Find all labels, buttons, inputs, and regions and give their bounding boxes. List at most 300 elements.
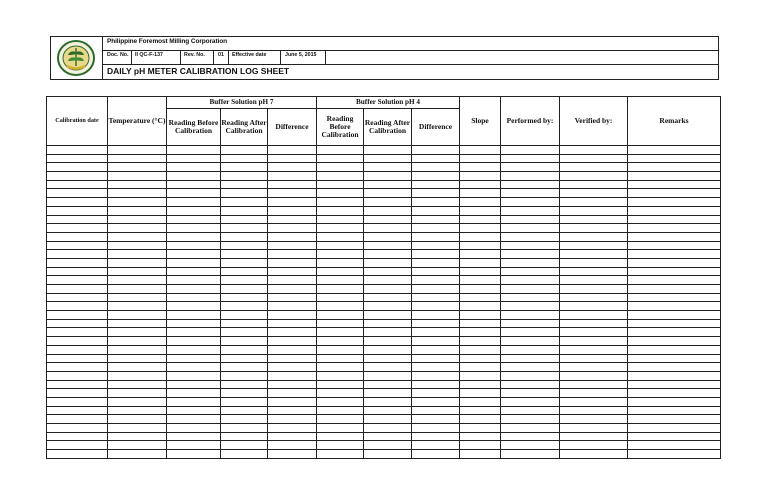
table-cell[interactable] xyxy=(560,337,628,346)
table-cell[interactable] xyxy=(47,276,108,285)
table-cell[interactable] xyxy=(317,302,364,311)
table-cell[interactable] xyxy=(221,406,268,415)
table-cell[interactable] xyxy=(268,415,317,424)
table-cell[interactable] xyxy=(47,189,108,198)
table-cell[interactable] xyxy=(317,276,364,285)
table-cell[interactable] xyxy=(501,354,560,363)
table-cell[interactable] xyxy=(317,172,364,181)
table-cell[interactable] xyxy=(47,397,108,406)
table-cell[interactable] xyxy=(167,337,221,346)
table-cell[interactable] xyxy=(167,371,221,380)
table-cell[interactable] xyxy=(221,285,268,294)
table-cell[interactable] xyxy=(560,154,628,163)
table-cell[interactable] xyxy=(47,302,108,311)
table-cell[interactable] xyxy=(317,146,364,155)
table-cell[interactable] xyxy=(268,363,317,372)
table-cell[interactable] xyxy=(364,206,412,215)
table-cell[interactable] xyxy=(268,337,317,346)
table-cell[interactable] xyxy=(460,189,501,198)
table-cell[interactable] xyxy=(560,189,628,198)
table-cell[interactable] xyxy=(460,424,501,433)
table-cell[interactable] xyxy=(364,293,412,302)
table-cell[interactable] xyxy=(412,206,460,215)
table-cell[interactable] xyxy=(364,424,412,433)
table-cell[interactable] xyxy=(412,380,460,389)
table-cell[interactable] xyxy=(108,172,167,181)
table-cell[interactable] xyxy=(412,354,460,363)
table-cell[interactable] xyxy=(560,250,628,259)
table-cell[interactable] xyxy=(628,450,721,459)
table-cell[interactable] xyxy=(560,415,628,424)
table-cell[interactable] xyxy=(221,450,268,459)
table-cell[interactable] xyxy=(108,267,167,276)
table-cell[interactable] xyxy=(364,241,412,250)
table-cell[interactable] xyxy=(628,328,721,337)
table-cell[interactable] xyxy=(167,206,221,215)
table-cell[interactable] xyxy=(501,337,560,346)
table-cell[interactable] xyxy=(501,328,560,337)
table-cell[interactable] xyxy=(628,406,721,415)
table-cell[interactable] xyxy=(460,406,501,415)
table-cell[interactable] xyxy=(364,302,412,311)
table-cell[interactable] xyxy=(560,380,628,389)
table-cell[interactable] xyxy=(221,258,268,267)
table-cell[interactable] xyxy=(268,432,317,441)
table-cell[interactable] xyxy=(560,163,628,172)
table-cell[interactable] xyxy=(317,258,364,267)
table-cell[interactable] xyxy=(317,450,364,459)
table-cell[interactable] xyxy=(628,319,721,328)
table-cell[interactable] xyxy=(108,424,167,433)
table-cell[interactable] xyxy=(501,206,560,215)
table-cell[interactable] xyxy=(47,241,108,250)
table-cell[interactable] xyxy=(560,232,628,241)
table-cell[interactable] xyxy=(221,163,268,172)
table-cell[interactable] xyxy=(501,198,560,207)
table-cell[interactable] xyxy=(412,311,460,320)
table-cell[interactable] xyxy=(317,397,364,406)
table-cell[interactable] xyxy=(560,293,628,302)
table-cell[interactable] xyxy=(412,285,460,294)
table-cell[interactable] xyxy=(221,267,268,276)
table-cell[interactable] xyxy=(108,250,167,259)
table-cell[interactable] xyxy=(412,415,460,424)
table-cell[interactable] xyxy=(47,206,108,215)
table-cell[interactable] xyxy=(501,432,560,441)
table-cell[interactable] xyxy=(221,302,268,311)
table-cell[interactable] xyxy=(628,371,721,380)
table-cell[interactable] xyxy=(221,241,268,250)
table-cell[interactable] xyxy=(317,206,364,215)
table-cell[interactable] xyxy=(221,389,268,398)
table-cell[interactable] xyxy=(412,389,460,398)
table-cell[interactable] xyxy=(412,180,460,189)
table-cell[interactable] xyxy=(108,163,167,172)
table-cell[interactable] xyxy=(560,276,628,285)
table-cell[interactable] xyxy=(501,232,560,241)
table-cell[interactable] xyxy=(364,146,412,155)
table-cell[interactable] xyxy=(501,293,560,302)
table-cell[interactable] xyxy=(167,319,221,328)
table-cell[interactable] xyxy=(628,172,721,181)
table-cell[interactable] xyxy=(317,267,364,276)
table-cell[interactable] xyxy=(47,345,108,354)
table-cell[interactable] xyxy=(364,267,412,276)
table-cell[interactable] xyxy=(108,215,167,224)
table-cell[interactable] xyxy=(412,224,460,233)
table-cell[interactable] xyxy=(108,258,167,267)
table-cell[interactable] xyxy=(628,389,721,398)
table-cell[interactable] xyxy=(317,293,364,302)
table-cell[interactable] xyxy=(317,319,364,328)
table-cell[interactable] xyxy=(501,302,560,311)
table-cell[interactable] xyxy=(47,328,108,337)
table-cell[interactable] xyxy=(628,345,721,354)
table-cell[interactable] xyxy=(628,354,721,363)
table-cell[interactable] xyxy=(317,363,364,372)
table-cell[interactable] xyxy=(47,163,108,172)
table-cell[interactable] xyxy=(167,198,221,207)
table-cell[interactable] xyxy=(221,345,268,354)
table-cell[interactable] xyxy=(412,371,460,380)
table-cell[interactable] xyxy=(108,328,167,337)
table-cell[interactable] xyxy=(460,163,501,172)
table-cell[interactable] xyxy=(221,154,268,163)
table-cell[interactable] xyxy=(460,319,501,328)
table-cell[interactable] xyxy=(108,154,167,163)
table-cell[interactable] xyxy=(560,424,628,433)
table-cell[interactable] xyxy=(108,371,167,380)
table-cell[interactable] xyxy=(560,267,628,276)
table-cell[interactable] xyxy=(412,232,460,241)
table-cell[interactable] xyxy=(364,397,412,406)
table-cell[interactable] xyxy=(47,267,108,276)
table-cell[interactable] xyxy=(167,363,221,372)
table-cell[interactable] xyxy=(412,302,460,311)
table-cell[interactable] xyxy=(167,224,221,233)
table-cell[interactable] xyxy=(560,311,628,320)
table-cell[interactable] xyxy=(628,250,721,259)
table-cell[interactable] xyxy=(501,415,560,424)
table-cell[interactable] xyxy=(364,154,412,163)
table-cell[interactable] xyxy=(560,328,628,337)
table-cell[interactable] xyxy=(268,328,317,337)
table-cell[interactable] xyxy=(167,180,221,189)
table-cell[interactable] xyxy=(412,215,460,224)
table-cell[interactable] xyxy=(628,224,721,233)
table-cell[interactable] xyxy=(317,337,364,346)
table-cell[interactable] xyxy=(47,406,108,415)
table-cell[interactable] xyxy=(108,302,167,311)
table-cell[interactable] xyxy=(628,285,721,294)
table-cell[interactable] xyxy=(460,180,501,189)
table-cell[interactable] xyxy=(221,380,268,389)
table-cell[interactable] xyxy=(47,146,108,155)
table-cell[interactable] xyxy=(364,232,412,241)
table-cell[interactable] xyxy=(364,363,412,372)
table-cell[interactable] xyxy=(317,180,364,189)
table-cell[interactable] xyxy=(167,311,221,320)
table-cell[interactable] xyxy=(167,441,221,450)
table-cell[interactable] xyxy=(560,302,628,311)
table-cell[interactable] xyxy=(167,293,221,302)
table-cell[interactable] xyxy=(108,406,167,415)
table-cell[interactable] xyxy=(47,371,108,380)
table-cell[interactable] xyxy=(167,415,221,424)
table-cell[interactable] xyxy=(221,397,268,406)
table-cell[interactable] xyxy=(412,267,460,276)
table-cell[interactable] xyxy=(364,441,412,450)
table-cell[interactable] xyxy=(268,180,317,189)
table-cell[interactable] xyxy=(268,241,317,250)
table-cell[interactable] xyxy=(364,319,412,328)
table-cell[interactable] xyxy=(501,154,560,163)
table-cell[interactable] xyxy=(560,371,628,380)
table-cell[interactable] xyxy=(167,172,221,181)
table-cell[interactable] xyxy=(221,424,268,433)
table-cell[interactable] xyxy=(317,424,364,433)
table-cell[interactable] xyxy=(167,250,221,259)
table-cell[interactable] xyxy=(412,172,460,181)
table-cell[interactable] xyxy=(628,432,721,441)
table-cell[interactable] xyxy=(364,215,412,224)
table-cell[interactable] xyxy=(167,154,221,163)
table-cell[interactable] xyxy=(501,371,560,380)
table-cell[interactable] xyxy=(364,450,412,459)
table-cell[interactable] xyxy=(412,450,460,459)
table-cell[interactable] xyxy=(167,163,221,172)
table-cell[interactable] xyxy=(412,154,460,163)
table-cell[interactable] xyxy=(501,397,560,406)
table-cell[interactable] xyxy=(317,311,364,320)
table-cell[interactable] xyxy=(412,328,460,337)
table-cell[interactable] xyxy=(412,397,460,406)
table-cell[interactable] xyxy=(412,337,460,346)
table-cell[interactable] xyxy=(460,337,501,346)
table-cell[interactable] xyxy=(560,319,628,328)
table-cell[interactable] xyxy=(628,180,721,189)
table-cell[interactable] xyxy=(412,258,460,267)
table-cell[interactable] xyxy=(460,311,501,320)
table-cell[interactable] xyxy=(167,258,221,267)
table-cell[interactable] xyxy=(221,371,268,380)
table-cell[interactable] xyxy=(412,424,460,433)
table-cell[interactable] xyxy=(317,224,364,233)
table-cell[interactable] xyxy=(221,328,268,337)
table-cell[interactable] xyxy=(47,424,108,433)
table-cell[interactable] xyxy=(501,189,560,198)
table-cell[interactable] xyxy=(47,337,108,346)
table-cell[interactable] xyxy=(221,198,268,207)
table-cell[interactable] xyxy=(268,163,317,172)
table-cell[interactable] xyxy=(628,154,721,163)
table-cell[interactable] xyxy=(47,215,108,224)
table-cell[interactable] xyxy=(47,432,108,441)
table-cell[interactable] xyxy=(628,311,721,320)
table-cell[interactable] xyxy=(501,441,560,450)
table-cell[interactable] xyxy=(221,337,268,346)
table-cell[interactable] xyxy=(628,441,721,450)
table-cell[interactable] xyxy=(364,163,412,172)
table-cell[interactable] xyxy=(221,215,268,224)
table-cell[interactable] xyxy=(560,354,628,363)
table-cell[interactable] xyxy=(167,389,221,398)
table-cell[interactable] xyxy=(47,285,108,294)
table-cell[interactable] xyxy=(460,206,501,215)
table-cell[interactable] xyxy=(364,389,412,398)
table-cell[interactable] xyxy=(47,354,108,363)
table-cell[interactable] xyxy=(628,146,721,155)
table-cell[interactable] xyxy=(317,232,364,241)
table-cell[interactable] xyxy=(364,371,412,380)
table-cell[interactable] xyxy=(47,232,108,241)
table-cell[interactable] xyxy=(268,258,317,267)
table-cell[interactable] xyxy=(317,354,364,363)
table-cell[interactable] xyxy=(501,258,560,267)
table-cell[interactable] xyxy=(108,276,167,285)
table-cell[interactable] xyxy=(47,441,108,450)
table-cell[interactable] xyxy=(628,415,721,424)
table-cell[interactable] xyxy=(560,432,628,441)
table-cell[interactable] xyxy=(364,432,412,441)
table-cell[interactable] xyxy=(268,311,317,320)
table-cell[interactable] xyxy=(108,293,167,302)
table-cell[interactable] xyxy=(108,241,167,250)
table-cell[interactable] xyxy=(268,285,317,294)
table-cell[interactable] xyxy=(268,441,317,450)
table-cell[interactable] xyxy=(628,258,721,267)
table-cell[interactable] xyxy=(221,224,268,233)
table-cell[interactable] xyxy=(501,380,560,389)
table-cell[interactable] xyxy=(560,146,628,155)
table-cell[interactable] xyxy=(364,380,412,389)
table-cell[interactable] xyxy=(460,258,501,267)
table-cell[interactable] xyxy=(501,345,560,354)
table-cell[interactable] xyxy=(108,285,167,294)
table-cell[interactable] xyxy=(628,232,721,241)
table-cell[interactable] xyxy=(460,285,501,294)
table-cell[interactable] xyxy=(501,276,560,285)
table-cell[interactable] xyxy=(560,206,628,215)
table-cell[interactable] xyxy=(47,389,108,398)
table-cell[interactable] xyxy=(268,293,317,302)
table-cell[interactable] xyxy=(412,432,460,441)
table-cell[interactable] xyxy=(268,232,317,241)
table-cell[interactable] xyxy=(268,319,317,328)
table-cell[interactable] xyxy=(628,206,721,215)
table-cell[interactable] xyxy=(501,319,560,328)
table-cell[interactable] xyxy=(560,241,628,250)
table-cell[interactable] xyxy=(460,354,501,363)
table-cell[interactable] xyxy=(317,250,364,259)
table-cell[interactable] xyxy=(47,180,108,189)
table-cell[interactable] xyxy=(460,276,501,285)
table-cell[interactable] xyxy=(460,241,501,250)
table-cell[interactable] xyxy=(560,285,628,294)
table-cell[interactable] xyxy=(167,285,221,294)
table-cell[interactable] xyxy=(268,276,317,285)
table-cell[interactable] xyxy=(460,371,501,380)
table-cell[interactable] xyxy=(317,415,364,424)
table-cell[interactable] xyxy=(560,363,628,372)
table-cell[interactable] xyxy=(317,345,364,354)
table-cell[interactable] xyxy=(628,241,721,250)
table-cell[interactable] xyxy=(628,424,721,433)
table-cell[interactable] xyxy=(560,258,628,267)
table-cell[interactable] xyxy=(108,189,167,198)
table-cell[interactable] xyxy=(221,293,268,302)
table-cell[interactable] xyxy=(268,302,317,311)
table-cell[interactable] xyxy=(221,232,268,241)
table-cell[interactable] xyxy=(628,267,721,276)
table-cell[interactable] xyxy=(628,293,721,302)
table-cell[interactable] xyxy=(268,450,317,459)
table-cell[interactable] xyxy=(460,441,501,450)
table-cell[interactable] xyxy=(108,354,167,363)
table-cell[interactable] xyxy=(628,189,721,198)
table-cell[interactable] xyxy=(412,319,460,328)
table-cell[interactable] xyxy=(412,163,460,172)
table-cell[interactable] xyxy=(412,250,460,259)
table-cell[interactable] xyxy=(47,450,108,459)
table-cell[interactable] xyxy=(268,345,317,354)
table-cell[interactable] xyxy=(412,406,460,415)
table-cell[interactable] xyxy=(268,267,317,276)
table-cell[interactable] xyxy=(364,224,412,233)
table-cell[interactable] xyxy=(221,311,268,320)
table-cell[interactable] xyxy=(317,189,364,198)
table-cell[interactable] xyxy=(268,389,317,398)
table-cell[interactable] xyxy=(560,397,628,406)
table-cell[interactable] xyxy=(501,146,560,155)
table-cell[interactable] xyxy=(364,337,412,346)
table-cell[interactable] xyxy=(317,371,364,380)
table-cell[interactable] xyxy=(501,363,560,372)
table-cell[interactable] xyxy=(167,397,221,406)
table-cell[interactable] xyxy=(460,267,501,276)
table-cell[interactable] xyxy=(628,302,721,311)
table-cell[interactable] xyxy=(317,215,364,224)
table-cell[interactable] xyxy=(47,154,108,163)
table-cell[interactable] xyxy=(501,267,560,276)
table-cell[interactable] xyxy=(167,328,221,337)
table-cell[interactable] xyxy=(47,415,108,424)
table-cell[interactable] xyxy=(460,345,501,354)
table-cell[interactable] xyxy=(268,224,317,233)
table-cell[interactable] xyxy=(268,154,317,163)
table-cell[interactable] xyxy=(317,285,364,294)
table-cell[interactable] xyxy=(412,441,460,450)
table-cell[interactable] xyxy=(501,424,560,433)
table-cell[interactable] xyxy=(47,258,108,267)
table-cell[interactable] xyxy=(317,198,364,207)
table-cell[interactable] xyxy=(221,206,268,215)
table-cell[interactable] xyxy=(628,380,721,389)
table-cell[interactable] xyxy=(47,198,108,207)
table-cell[interactable] xyxy=(364,328,412,337)
table-cell[interactable] xyxy=(460,172,501,181)
table-cell[interactable] xyxy=(108,450,167,459)
table-cell[interactable] xyxy=(268,424,317,433)
table-cell[interactable] xyxy=(108,224,167,233)
table-cell[interactable] xyxy=(47,172,108,181)
table-cell[interactable] xyxy=(167,267,221,276)
table-cell[interactable] xyxy=(221,354,268,363)
table-cell[interactable] xyxy=(167,450,221,459)
table-cell[interactable] xyxy=(460,146,501,155)
table-cell[interactable] xyxy=(167,241,221,250)
table-cell[interactable] xyxy=(460,302,501,311)
